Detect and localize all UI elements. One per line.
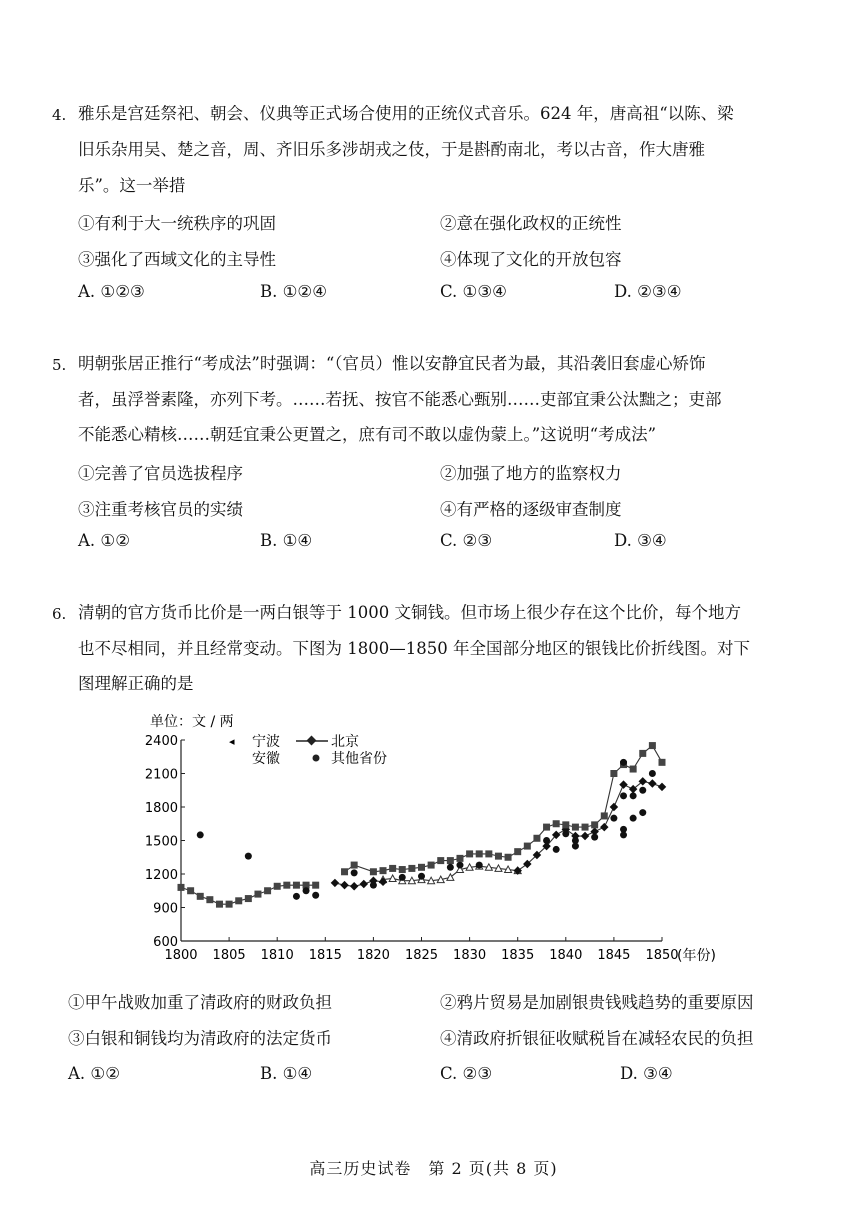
data-point-diamond [590,827,598,835]
statement-item: ②加强了地方的监察权力 [440,464,622,483]
data-point-square [524,843,531,850]
x-axis-label: (年份) [677,948,716,964]
data-point-square [283,882,290,889]
data-point-circle [630,792,637,799]
data-point-triangle [447,874,454,881]
choice-d[interactable]: D. ②③④ [614,282,682,301]
data-point-square [610,770,617,777]
question-text-line: 图理解正确的是 [78,674,194,693]
statement-item: ②意在强化政权的正统性 [440,214,622,233]
data-point-diamond [513,866,521,874]
data-point-triangle [389,875,396,882]
x-tick-label: 1845 [597,948,631,963]
data-point-square [582,824,589,831]
y-tick-label: 900 [153,901,178,917]
data-point-circle [620,831,627,838]
data-point-square [572,824,579,831]
data-point-diamond [600,823,608,831]
data-point-circle [447,864,454,871]
y-tick-label: 2400 [144,734,178,749]
x-tick-label: 1815 [308,948,342,963]
data-point-diamond [648,779,656,787]
legend-label-anhui: 安徽 [252,751,280,767]
data-point-diamond [379,878,387,886]
data-point-circle [572,837,579,844]
data-point-triangle [437,876,444,883]
data-point-square [514,848,521,855]
question-number: 5. [52,356,67,374]
data-point-circle [572,843,579,850]
statement-item: ③强化了西域文化的主导性 [78,250,276,269]
legend-label-beijing: 北京 [331,734,359,750]
data-point-triangle [428,877,435,884]
data-point-diamond [571,832,579,840]
data-point-square [543,824,550,831]
data-point-square [505,854,512,861]
data-point-square [206,896,213,903]
data-point-square [235,897,242,904]
data-point-square [274,883,281,890]
data-point-triangle [380,876,387,883]
choice-b[interactable]: B. ①②④ [260,282,327,301]
data-point-square [591,821,598,828]
data-point-diamond [350,882,358,890]
data-point-triangle [456,866,463,873]
series-line-square [181,885,316,904]
data-point-square [197,893,204,900]
y-tick-label: 1800 [144,801,178,816]
question-text-line: 雅乐是宫廷祭祀、朝会、仪典等正式场合使用的正统仪式音乐。624 年，唐高祖“以陈、梁 [78,104,734,123]
data-point-circle [591,834,598,841]
data-point-diamond [360,880,368,888]
chart-axes [145,734,679,963]
data-point-diamond [552,831,560,839]
data-point-triangle [495,865,502,872]
question-number: 4. [52,106,67,124]
data-point-diamond [542,842,550,850]
data-point-square [466,850,473,857]
data-point-square [447,857,454,864]
data-point-square [649,742,656,749]
data-point-square [187,887,194,894]
data-point-square [630,766,637,773]
data-point-circle [370,882,377,889]
data-point-square [303,882,310,889]
data-point-circle [456,862,463,869]
data-point-square [245,895,252,902]
question-text-line: 旧乐杂用吴、楚之音，周、齐旧乐多涉胡戎之伎，于是斟酌南北，考以古音，作大唐雅 [78,140,705,159]
y-tick-label: 1200 [144,868,178,883]
legend-marker-beijing [307,736,317,746]
data-point-triangle [485,864,492,871]
data-point-triangle [466,864,473,871]
data-point-circle [649,770,656,777]
data-point-circle [639,809,646,816]
data-point-circle [620,792,627,799]
data-point-diamond [533,851,541,859]
choice-c[interactable]: C. ②③ [440,1064,493,1083]
legend-marker-other [313,755,320,762]
data-point-diamond [629,785,637,793]
data-point-triangle [476,863,483,870]
data-point-square [659,759,666,766]
question-text-line: 者，虽浮誉素隆，亦列下考。……若抚、按官不能悉心甄别……吏部宜秉公汰黜之；吏部 [78,390,722,409]
data-point-diamond [523,860,531,868]
statement-item: ④有严格的逐级审查制度 [440,500,622,519]
data-point-square [437,857,444,864]
series-line-square [345,746,662,872]
data-point-circle [399,874,406,881]
question-text-line: 清朝的官方货币比价是一两白银等于 1000 文铜钱。但市场上很少存在这个比价，每个地方 [78,603,741,622]
data-point-square [254,891,261,898]
question-number: 6. [52,605,67,623]
choice-d[interactable]: D. ③④ [614,531,667,550]
data-point-triangle [418,876,425,883]
x-tick-label: 1830 [453,948,487,963]
question-text-line: 不能悉心精核……朝廷宜秉公更置之，庶有司不敢以虚伪蒙上。”这说明“考成法” [78,425,657,444]
data-point-square [312,882,319,889]
x-tick-label: 1810 [260,948,294,963]
data-point-diamond [610,803,618,811]
data-point-circle [620,759,627,766]
data-point-square [399,866,406,873]
statement-item: ③注重考核官员的实绩 [78,500,243,519]
x-tick-label: 1840 [549,948,583,963]
data-point-square [408,865,415,872]
data-point-diamond [639,777,647,785]
data-point-triangle [505,866,512,873]
x-tick-label: 1835 [501,948,535,963]
data-point-square [389,865,396,872]
statement-item: ④清政府折银征收赋税旨在减轻农民的负担 [440,1029,754,1048]
choice-b[interactable]: B. ①④ [260,531,313,550]
choice-a[interactable]: A. ①② [78,531,130,550]
data-point-circle [543,837,550,844]
data-point-circle [610,815,617,822]
x-tick-label: 1805 [212,948,246,963]
data-point-diamond [369,876,377,884]
data-point-circle [553,846,560,853]
series-line-triangle [383,866,518,881]
data-point-triangle [408,877,415,884]
data-point-square [380,867,387,874]
data-point-circle [630,815,637,822]
data-point-circle [303,887,310,894]
data-point-square [370,868,377,875]
data-point-triangle [514,867,521,874]
data-point-circle [351,869,358,876]
choice-a[interactable]: A. ①② [68,1064,120,1083]
statement-item: ①甲午战败加重了清政府的财政负担 [68,993,332,1012]
data-point-circle [418,873,425,880]
data-point-circle [639,787,646,794]
y-tick-label: 600 [153,935,178,950]
data-point-square [601,812,608,819]
data-point-circle [197,831,204,838]
legend-label-other: 其他省份 [331,751,387,767]
data-point-circle [293,893,300,900]
statement-item: ④体现了文化的开放包容 [440,250,622,269]
question-text-line: 明朝张居正推行“考成法”时强调：“（官员）惟以安静宜民者为最，其沿袭旧套虚心矫饰 [78,354,706,373]
data-point-square [428,862,435,869]
data-point-diamond [331,879,339,887]
data-point-square [495,853,502,860]
data-point-square [418,864,425,871]
data-point-square [293,882,300,889]
data-point-square [178,884,185,891]
data-point-square [533,835,540,842]
choice-c[interactable]: C. ②③ [440,531,493,550]
data-point-square [264,887,271,894]
choice-d[interactable]: D. ③④ [620,1064,673,1083]
data-point-circle [245,853,252,860]
data-point-square [341,868,348,875]
legend-marker-ningbo: ◂ [229,735,235,748]
series-line-diamond [518,781,662,870]
choice-a[interactable]: A. ①②③ [78,282,145,301]
data-point-square [562,821,569,828]
data-point-square [456,855,463,862]
question-text-line: 也不尽相同，并且经常变动。下图为 1800—1850 年全国部分地区的银钱比价折线图。对下 [78,639,750,658]
choice-c[interactable]: C. ①③④ [440,282,507,301]
choice-b[interactable]: B. ①④ [260,1064,313,1083]
data-point-square [226,901,233,908]
data-point-circle [312,892,319,899]
data-point-circle [620,826,627,833]
data-point-square [351,862,358,869]
y-tick-label: 2100 [144,767,178,783]
data-point-diamond [619,780,627,788]
data-point-square [485,850,492,857]
chart-legend [229,734,387,767]
question-text-line: 乐”。这一举措 [78,176,186,195]
chart-series [178,742,667,908]
y-axis-unit-label: 单位：文 / 两 [150,714,234,730]
x-tick-label: 1850 [645,948,679,963]
x-tick-label: 1800 [164,948,198,963]
data-point-circle [562,830,569,837]
data-point-square [553,820,560,827]
data-point-triangle [399,877,406,884]
statement-item: ①有利于大一统秩序的巩固 [78,214,276,233]
statement-item: ③白银和铜钱均为清政府的法定货币 [68,1029,332,1048]
data-point-square [639,750,646,757]
data-point-square [620,761,627,768]
x-tick-label: 1825 [404,948,439,963]
series-line-diamond [335,881,383,887]
data-point-square [476,850,483,857]
data-point-diamond [581,832,589,840]
data-point-diamond [340,881,348,889]
page-footer: 高三历史试卷 第 2 页(共 8 页) [309,1159,558,1178]
x-tick-label: 1820 [356,948,390,963]
data-point-square [216,901,223,908]
statement-item: ①完善了官员选拔程序 [78,464,243,483]
data-point-diamond [658,783,666,791]
data-point-circle [476,862,483,869]
statement-item: ②鸦片贸易是加剧银贵钱贱趋势的重要原因 [440,993,754,1012]
y-tick-label: 1500 [144,834,178,850]
data-point-diamond [562,825,570,833]
legend-label-ningbo: 宁波 [252,734,280,750]
